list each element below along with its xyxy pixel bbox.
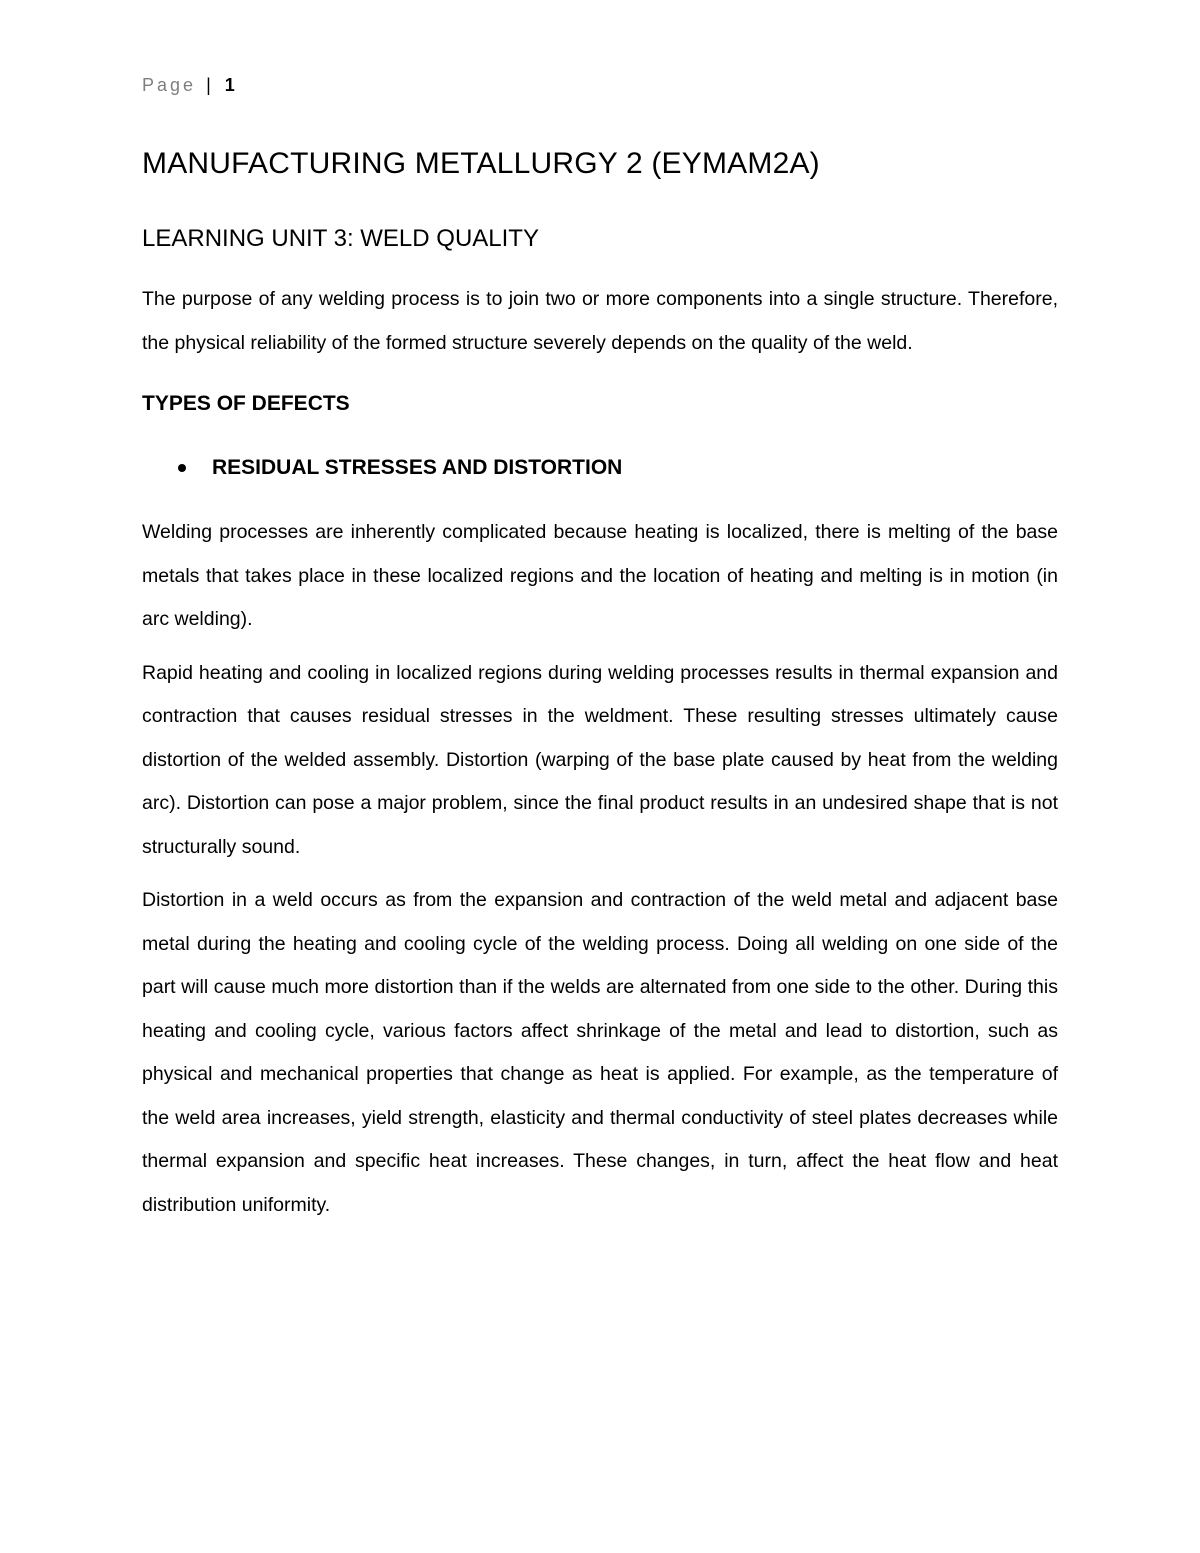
bullet-heading: RESIDUAL STRESSES AND DISTORTION [212,456,623,479]
page-header [142,72,235,98]
document-body [142,142,1058,1227]
body-paragraph-3: Distortion in a weld occurs as from the expansion and contraction of the weld metal and adjacent base metal during the heating and cooling cycle of the welding process. Doing all welding on one side of the part will cause much more distortion than if the welds are alternated from one side to the other. During this heating and cooling cycle, various factors affect shrinkage of the metal and lead to distortion, such as physical and mechanical properties that change as heat is applied. For example, as the temperature of the weld area increases, yield strength, elasticity and thermal conductivity of steel plates decreases while thermal expansion and specific heat increases. These changes, in turn, affect the heat flow and heat distribution uniformity. [142,889,1058,1216]
body-paragraph-2: Rapid heating and cooling in localized regions during welding processes results in thermal expansion and contraction that causes residual stresses in the weldment. These resulting stresses ultimately cause distortion of the welded assembly. Distortion (warping of the base plate caused by heat from the welding arc). Distortion can pose a major problem, since the final product results in an undesired shape that is not structurally sound. [142,661,1058,858]
section-heading: TYPES OF DEFECTS [142,392,350,415]
page-separator: | [206,75,211,95]
intro-paragraph: The purpose of any welding process is to join two or more components into a single structure. Therefore, the physical reliability of the formed structure severely depends on the quality of the weld. [142,288,1058,354]
bullet-item [142,451,1058,485]
document-title: MANUFACTURING METALLURGY 2 (EYMAM2A) [142,147,820,180]
body-paragraph-1: Welding processes are inherently complicated because heating is localized, there is melting of the base metals that takes place in these localized regions and the location of heating and melting is in motion (in arc welding). [142,521,1058,630]
page-number: 1 [224,75,235,95]
page-label: Page [142,75,197,95]
bullet-icon [178,464,186,472]
learning-unit-heading: LEARNING UNIT 3: WELD QUALITY [142,225,539,252]
